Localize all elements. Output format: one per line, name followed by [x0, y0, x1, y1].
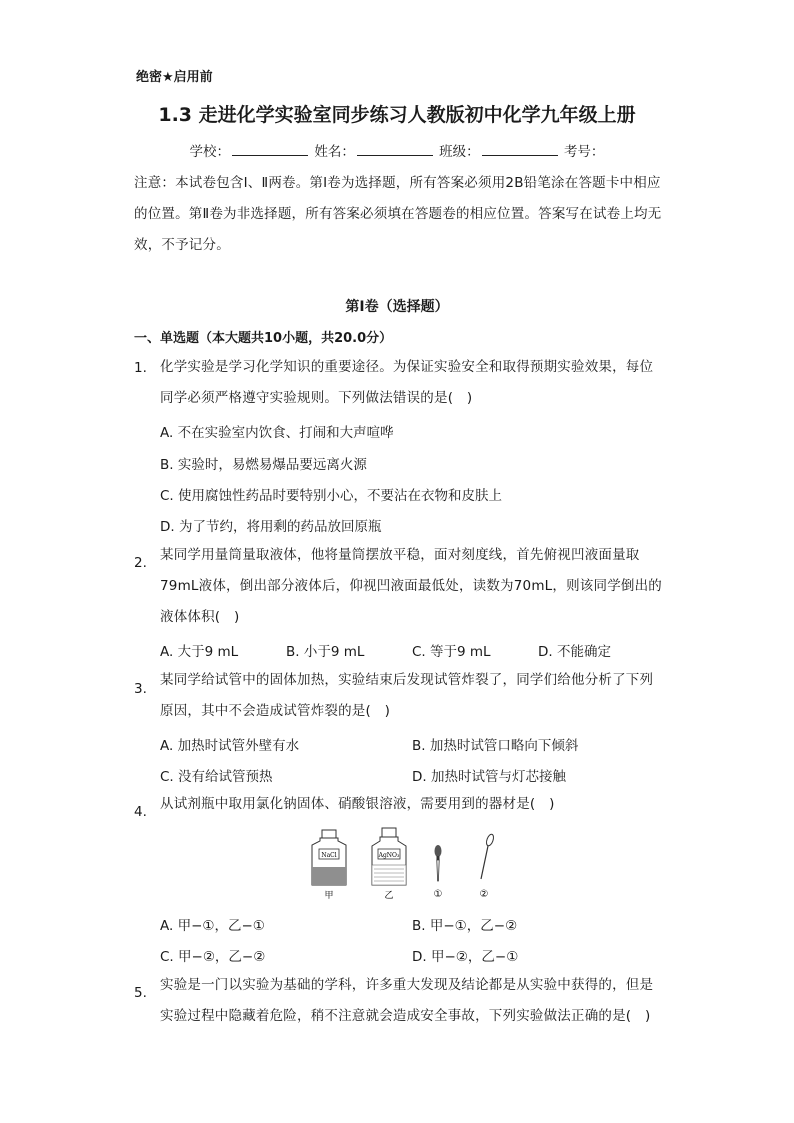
reagent-bottle-agno3 [372, 828, 406, 901]
option-c[interactable]: C. 等于9 mL [412, 644, 491, 660]
equipment-illustration [310, 827, 500, 903]
exam-notice: 注意：本试卷包含Ⅰ、Ⅱ两卷。第Ⅰ卷为选择题，所有答案必须用2B铅笔涂在答题卡中相应的位置。第Ⅱ卷为非选择题，所有答案必须填在答题卷的相应位置。答案写在试卷上均无效，不予记分。 [134, 175, 662, 253]
option-d[interactable]: D. 加热时试管与灯芯接触 [412, 769, 566, 785]
school-label: 学校： [189, 144, 231, 160]
volume-title: 第Ⅰ卷（选择题） [345, 299, 449, 315]
question-text: 化学实验是学习化学知识的重要途径。为保证实验安全和取得预期实验效果，每位同学必须严格遵守实验规则。下列做法错误的是( ) [160, 359, 654, 406]
question-text: 实验是一门以实验为基础的学科，许多重大发现及结论都是从实验中获得的，但是实验过程中隐藏着危险，稍不注意就会造成安全事故，下列实验做法正确的是( ) [160, 977, 654, 1024]
option-b[interactable]: B. 甲−①，乙−② [412, 918, 518, 934]
confidential-label: 绝密★启用前 [136, 70, 213, 85]
question-number: 5. [134, 985, 147, 1001]
figure-label-yi: 乙 [384, 891, 394, 901]
question-number: 2. [134, 555, 147, 571]
section-title: 一、单选题（本大题共10小题，共20.0分） [134, 331, 393, 346]
name-label: 姓名： [314, 144, 355, 160]
question-text: 某同学给试管中的固体加热，实验结束后发现试管炸裂了，同学们给他分析了下列原因，其中不会造成试管炸裂的是( ) [160, 672, 654, 719]
tool-label-2: ② [479, 889, 489, 900]
option-a[interactable]: A. 不在实验室内饮食、打闹和大声喧哗 [160, 425, 394, 441]
tool-label-1: ① [433, 889, 443, 900]
option-d[interactable]: D. 甲−②，乙−① [412, 949, 519, 965]
class-blank[interactable] [482, 143, 558, 156]
option-b[interactable]: B. 实验时，易燃易爆品要远离火源 [160, 457, 367, 473]
option-c[interactable]: C. 甲−②，乙−② [160, 949, 266, 965]
spatula-icon [480, 833, 495, 900]
option-b[interactable]: B. 小于9 mL [286, 644, 365, 660]
option-c[interactable]: C. 没有给试管预热 [160, 769, 273, 785]
option-a[interactable]: A. 加热时试管外壁有水 [160, 738, 300, 754]
option-a[interactable]: A. 甲−①，乙−① [160, 918, 265, 934]
question-number: 4. [134, 804, 147, 820]
lab-equipment-figure [310, 827, 500, 903]
exam-number-label: 考号： [563, 144, 605, 160]
option-d[interactable]: D. 为了节约，将用剩的药品放回原瓶 [160, 519, 382, 535]
question-number: 1. [134, 360, 147, 376]
school-blank[interactable] [232, 143, 308, 156]
option-b[interactable]: B. 加热时试管口略向下倾斜 [412, 738, 579, 754]
dropper-icon [434, 845, 443, 900]
figure-label-jia: 甲 [324, 891, 334, 901]
page-title: 1.3 走进化学实验室同步练习人教版初中化学九年级上册 [158, 104, 636, 126]
option-c[interactable]: C. 使用腐蚀性药品时要特别小心，不要沾在衣物和皮肤上 [160, 488, 503, 504]
question-text: 某同学用量筒量取液体，他将量筒摆放平稳，面对刻度线，首先俯视凹液面量取79mL液体，倒出部分液体后，仰视凹液面最低处，读数为70mL，则该同学倒出的液体体积( ) [160, 547, 662, 625]
option-d[interactable]: D. 不能确定 [538, 644, 611, 660]
bottle-label-agno3: AgNO₃ [378, 852, 400, 859]
question-number: 3. [134, 681, 147, 697]
question-text: 从试剂瓶中取用氯化钠固体、硝酸银溶液，需要用到的器材是( ) [160, 796, 555, 812]
bottle-label-nacl: NaCl [321, 852, 337, 859]
reagent-bottle-nacl [312, 830, 346, 901]
name-blank[interactable] [357, 143, 433, 156]
option-a[interactable]: A. 大于9 mL [160, 644, 239, 660]
student-info-line [0, 140, 794, 160]
class-label: 班级： [439, 144, 480, 160]
